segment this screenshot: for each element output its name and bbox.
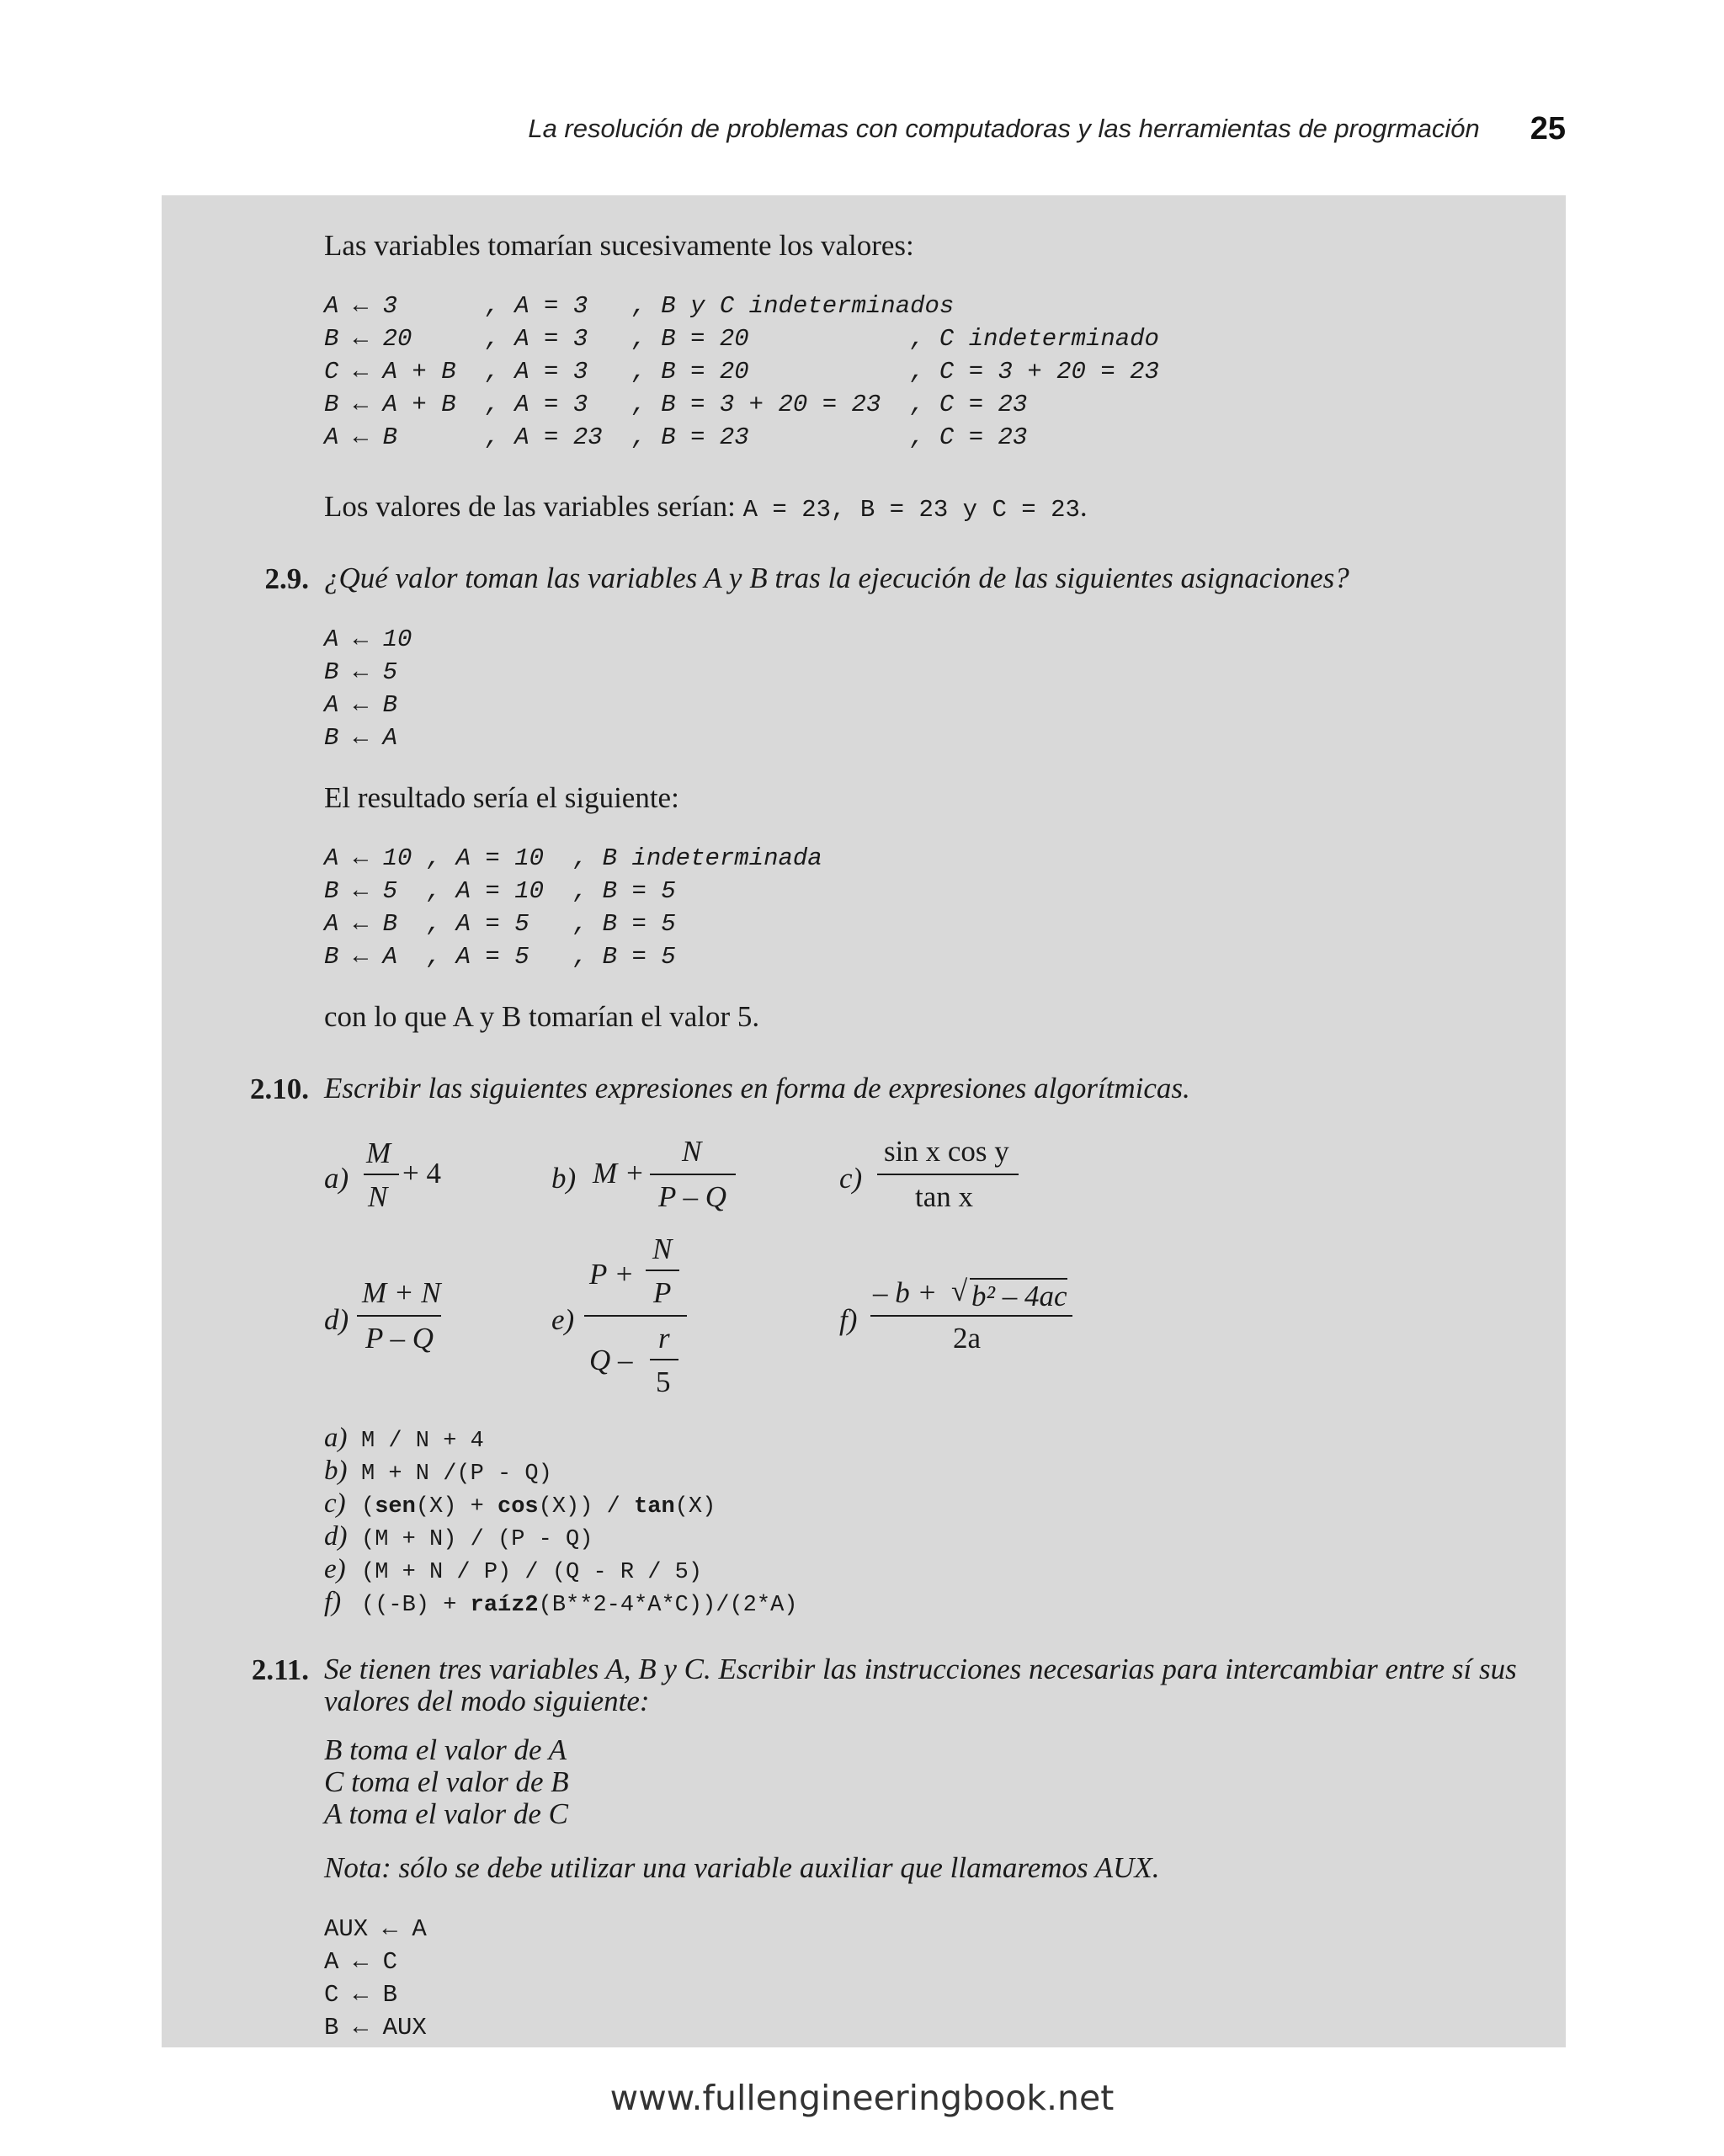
problem-number-2-10: 2.10. bbox=[250, 1073, 309, 1105]
footer-url: www.fullengineeringbook.net bbox=[609, 2078, 1115, 2118]
formula-a-label: a) bbox=[324, 1162, 349, 1195]
formula-e-label: e) bbox=[551, 1303, 575, 1336]
answer-row bbox=[324, 1423, 798, 1456]
formula-c-fraction-bar bbox=[877, 1174, 1019, 1175]
problem-2-11-note: Nota: sólo se debe utilizar una variable auxiliar que llamaremos AUX. bbox=[324, 1851, 1160, 1884]
formula-a-fraction-bar bbox=[364, 1174, 399, 1175]
content-panel bbox=[162, 195, 1566, 2047]
intro-values-table: A ← 3 , A = 3 , B y C indeterminados B ← 20 , A = 3 , B = 20 , C indeterminado C ← A + B , A = 3 , B = 20 , C = 3 + 20 = 23 B ← A + B , A = 3 , B = 3 + 20 = 23 , C = 23 A ← B , A = 23 , B = 23 , C = 23 bbox=[324, 292, 1159, 451]
problem-number-2-11: 2.11. bbox=[251, 1653, 309, 1686]
formula-e-inner-bar-bottom bbox=[650, 1359, 678, 1360]
answer-label: c) bbox=[324, 1488, 346, 1519]
answer-label: e) bbox=[324, 1554, 346, 1584]
code-fragment: ( bbox=[361, 1494, 375, 1520]
problem-2-9-result-label: El resultado sería el siguiente: bbox=[324, 781, 679, 814]
problem-2-9-question: ¿Qué valor toman las variables A y B tras la ejecución de las siguientes asignaciones? bbox=[324, 562, 1349, 594]
answer-row bbox=[324, 1488, 798, 1521]
code-fragment: ((-B) + bbox=[361, 1593, 471, 1618]
step-3: A toma el valor de C bbox=[324, 1797, 569, 1830]
answer-code bbox=[361, 1461, 552, 1487]
function-name: tan bbox=[634, 1494, 675, 1520]
answer-label: f) bbox=[324, 1587, 342, 1617]
formula-f-fraction-bar bbox=[870, 1315, 1072, 1317]
code-fragment: (B**2-4*A*C))/(2*A) bbox=[538, 1593, 798, 1618]
problem-2-10-question: Escribir las siguientes expresiones en forma de expresiones algorítmicas. bbox=[324, 1072, 1190, 1105]
problem-2-10-answers bbox=[324, 1423, 798, 1620]
code-fragment: M / N + 4 bbox=[361, 1429, 484, 1454]
function-name: sen bbox=[375, 1494, 416, 1520]
intro-result-text: Los valores de las variables serían: bbox=[324, 490, 743, 523]
formula-f-label: f) bbox=[839, 1303, 858, 1336]
problem-2-11-steps bbox=[324, 1734, 569, 1830]
answer-code bbox=[361, 1593, 798, 1618]
formula-b-fraction-bar bbox=[650, 1174, 736, 1175]
intro-text: Las variables tomarían sucesivamente los valores: bbox=[324, 229, 914, 262]
answer-row bbox=[324, 1456, 798, 1488]
problem-2-11-code: AUX ← A A ← C C ← B B ← AUX bbox=[324, 1915, 427, 2042]
page-header bbox=[0, 108, 1566, 150]
problem-number-2-9: 2.9. bbox=[264, 562, 309, 595]
formula-c-numerator: sin x cos y bbox=[884, 1135, 1009, 1168]
answer-label: d) bbox=[324, 1521, 348, 1552]
formula-f-radicand: b² – 4ac bbox=[971, 1280, 1067, 1312]
formula-d-denominator: P – Q bbox=[365, 1322, 434, 1355]
code-fragment: (X) + bbox=[415, 1494, 498, 1520]
formula-e-inner-numerator-r: r bbox=[658, 1322, 670, 1355]
code-fragment: (X)) / bbox=[538, 1494, 635, 1520]
answer-code bbox=[361, 1527, 593, 1552]
formula-e-inner-numerator-n: N bbox=[652, 1232, 673, 1265]
formula-f-numerator-lead: – b + bbox=[873, 1276, 938, 1309]
formula-e-q-minus: Q – bbox=[589, 1344, 633, 1376]
formula-b-numerator: N bbox=[682, 1135, 702, 1168]
intro-result-end: . bbox=[1079, 490, 1088, 523]
code-fragment: (M + N / P) / (Q - R / 5) bbox=[361, 1560, 703, 1585]
problem-2-9-result-table: A ← 10 , A = 10 , B indeterminada B ← 5 , A = 10 , B = 5 A ← B , A = 5 , B = 5 B ← A , A = 5 , B = 5 bbox=[324, 844, 822, 971]
formula-f-denominator: 2a bbox=[953, 1322, 982, 1355]
formula-b-label: b) bbox=[551, 1162, 577, 1195]
formula-b-lead: M + bbox=[593, 1157, 645, 1190]
problem-2-9-conclusion: con lo que A y B tomarían el valor 5. bbox=[324, 1000, 760, 1033]
sqrt-sign-icon: √ bbox=[951, 1275, 968, 1307]
formula-c-label: c) bbox=[839, 1162, 863, 1195]
answer-code bbox=[361, 1429, 484, 1454]
formula-c-denominator: tan x bbox=[915, 1180, 974, 1213]
function-name: cos bbox=[498, 1494, 539, 1520]
formula-d-label: d) bbox=[324, 1303, 349, 1336]
intro-result bbox=[324, 490, 1088, 524]
problem-2-11-question: Se tienen tres variables A, B y C. Escribir las instrucciones necesarias para intercambiar entre sí sus valores del modo siguiente: bbox=[324, 1653, 1517, 1717]
intro-result-code: A = 23, B = 23 y C = 23 bbox=[742, 496, 1080, 524]
function-name: raíz2 bbox=[470, 1593, 539, 1618]
formula-a-rest: + 4 bbox=[402, 1157, 441, 1190]
answer-row bbox=[324, 1521, 798, 1554]
problem-2-9-code: A ← 10 B ← 5 A ← B B ← A bbox=[324, 626, 412, 752]
code-fragment: (X) bbox=[674, 1494, 716, 1520]
answer-label: a) bbox=[324, 1423, 348, 1453]
formula-e-inner-denominator-5: 5 bbox=[656, 1365, 671, 1398]
formula-a-numerator: M bbox=[366, 1137, 391, 1169]
answer-row bbox=[324, 1554, 798, 1587]
step-2: C toma el valor de B bbox=[324, 1765, 569, 1798]
answer-row bbox=[324, 1587, 798, 1620]
formula-b-denominator: P – Q bbox=[658, 1180, 727, 1213]
answer-label: b) bbox=[324, 1456, 348, 1486]
code-fragment: (M + N) / (P - Q) bbox=[361, 1527, 593, 1552]
formula-e-inner-bar-top bbox=[646, 1270, 679, 1271]
page-number: 25 bbox=[1530, 110, 1566, 146]
running-title: La resolución de problemas con computadoras y las herramientas de progrmación bbox=[528, 114, 1480, 143]
answer-code bbox=[361, 1494, 716, 1520]
answer-code bbox=[361, 1560, 702, 1585]
formula-e-main-bar bbox=[584, 1315, 687, 1317]
formula-d-numerator: M + N bbox=[362, 1276, 441, 1309]
code-fragment: M + N /(P - Q) bbox=[361, 1461, 552, 1487]
formula-a-denominator: N bbox=[368, 1180, 388, 1213]
formula-d-fraction-bar bbox=[357, 1315, 441, 1317]
formula-e-inner-denominator-p: P bbox=[653, 1276, 672, 1309]
step-1: B toma el valor de A bbox=[324, 1733, 567, 1766]
formula-e-p-plus: P + bbox=[589, 1258, 635, 1291]
